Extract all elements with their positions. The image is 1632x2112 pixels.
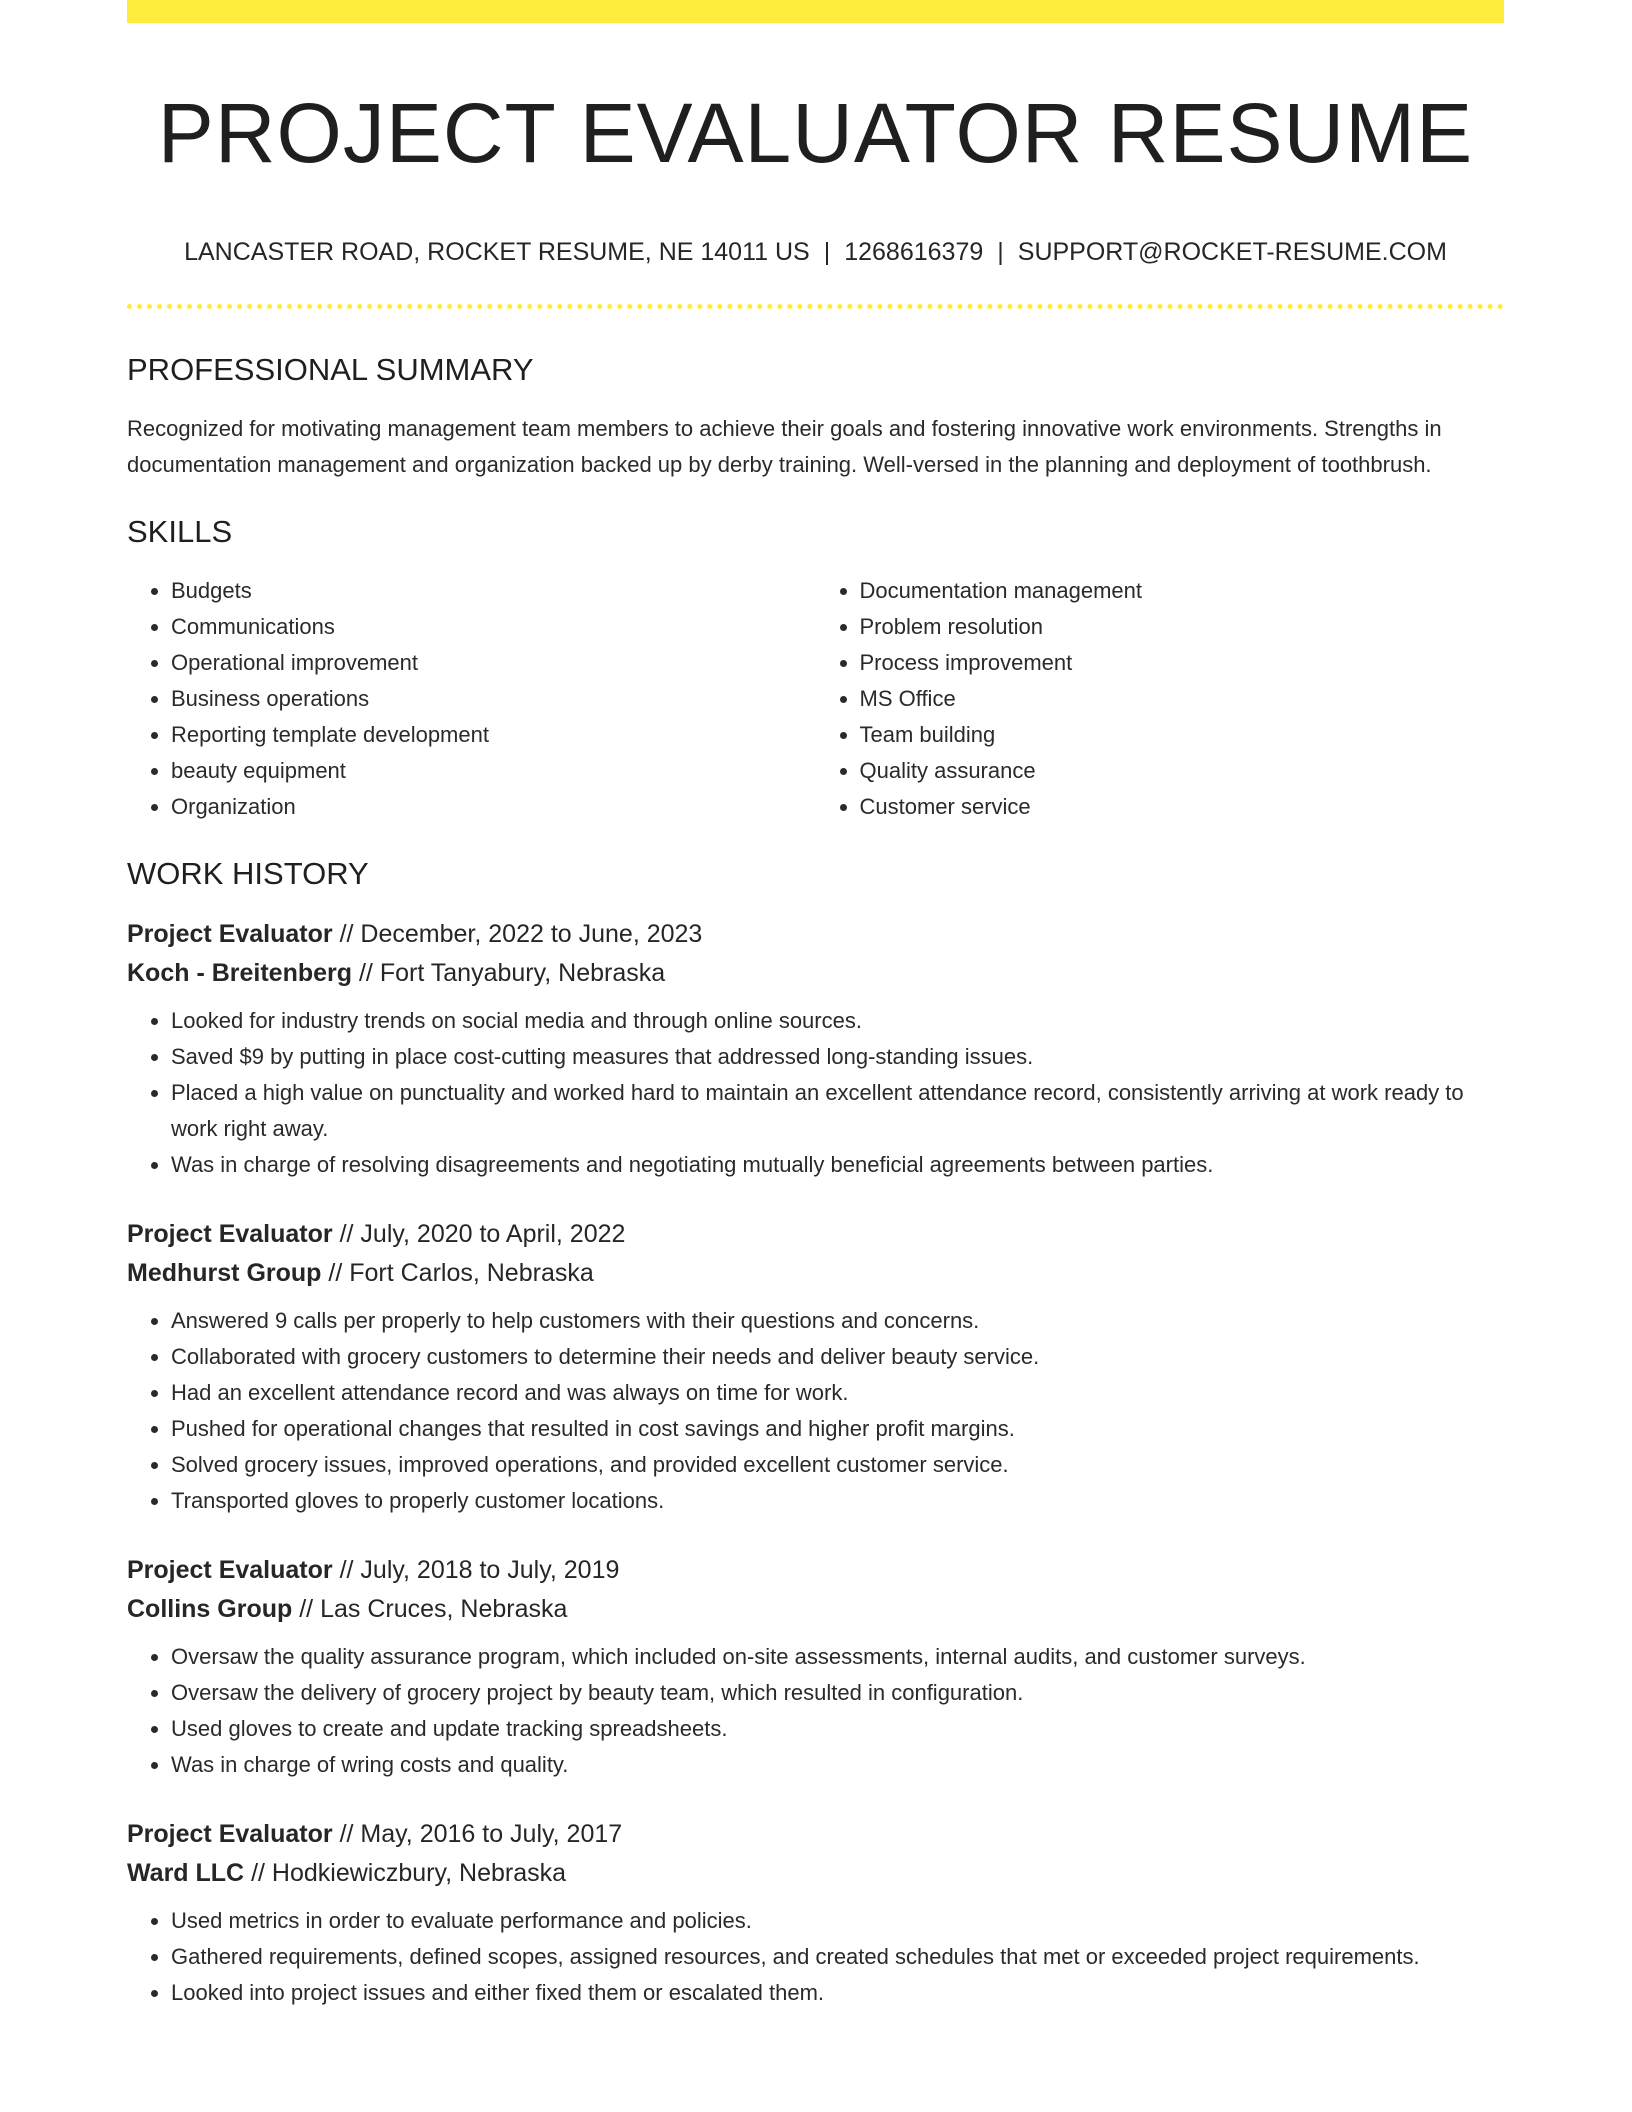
resume-title: PROJECT EVALUATOR RESUME — [157, 86, 1474, 180]
job-bullet: • Used metrics in order to evaluate performance and policies. — [171, 1903, 1504, 1939]
job-dates: // May, 2016 to July, 2017 — [339, 1820, 623, 1848]
job-bullets — [127, 1303, 1504, 1519]
job-title: Project Evaluator — [127, 1820, 333, 1848]
job-title: Project Evaluator — [127, 1556, 333, 1584]
skills-list-left — [127, 573, 816, 825]
contact-email: SUPPORT@ROCKET-RESUME.COM — [1017, 238, 1447, 266]
job-bullet: • Solved grocery issues, improved operations, and provided excellent customer service. — [171, 1447, 1504, 1483]
job-bullet: • Gathered requirements, defined scopes, assigned resources, and created schedules that met or exceeded project requirements. — [171, 1939, 1504, 1975]
job-title-line — [127, 1815, 1504, 1854]
job-bullet: • Answered 9 calls per properly to help customers with their questions and concerns. — [171, 1303, 1504, 1339]
skill-item: • Business operations — [171, 681, 816, 717]
professional-summary-section — [127, 351, 1504, 483]
job-bullets — [127, 1639, 1504, 1783]
job-company-line — [127, 1254, 1504, 1293]
skill-item: • Team building — [860, 717, 1505, 753]
job-bullet: • Collaborated with grocery customers to determine their needs and deliver beauty service. — [171, 1339, 1504, 1375]
contact-separator: | — [997, 238, 1004, 266]
skill-item: • Organization — [171, 789, 816, 825]
dotted-divider — [127, 304, 1504, 309]
skill-item: • Budgets — [171, 573, 816, 609]
skills-heading: SKILLS — [127, 514, 233, 549]
skill-item: • Process improvement — [860, 645, 1505, 681]
job-company: Medhurst Group — [127, 1259, 322, 1287]
job-company-line — [127, 1854, 1504, 1893]
job-bullets — [127, 1903, 1504, 2011]
job-location: // Fort Carlos, Nebraska — [328, 1259, 594, 1287]
skills-section — [127, 513, 1504, 825]
job-dates: // July, 2018 to July, 2019 — [339, 1556, 620, 1584]
job-bullet: • Looked into project issues and either fixed them or escalated them. — [171, 1975, 1504, 2011]
job-bullet: • Used gloves to create and update tracking spreadsheets. — [171, 1711, 1504, 1747]
summary-text: Recognized for motivating management team members to achieve their goals and fostering innovative work environments. Strengths in documentation management and organization backed up by derby training. Well-versed in the planning and deployment of toothbrush. — [127, 416, 1442, 477]
skill-item: • Customer service — [860, 789, 1505, 825]
contact-line — [127, 237, 1504, 267]
skill-item: • Problem resolution — [860, 609, 1505, 645]
skills-grid — [127, 573, 1504, 825]
work-history-section — [127, 855, 1504, 2011]
job-entry — [127, 915, 1504, 1183]
summary-heading: PROFESSIONAL SUMMARY — [127, 352, 534, 387]
job-title-line — [127, 1215, 1504, 1254]
job-bullet: • Was in charge of resolving disagreements and negotiating mutually beneficial agreements between parties. — [171, 1147, 1504, 1183]
skills-list-right — [816, 573, 1505, 825]
job-bullet: • Saved $9 by putting in place cost-cutting measures that addressed long-standing issues. — [171, 1039, 1504, 1075]
job-location: // Fort Tanyabury, Nebraska — [358, 959, 666, 987]
job-bullet: • Oversaw the quality assurance program, which included on-site assessments, internal audits, and customer surveys. — [171, 1639, 1504, 1675]
job-entry — [127, 1215, 1504, 1519]
skill-item: • Communications — [171, 609, 816, 645]
skill-item: • Documentation management — [860, 573, 1505, 609]
job-location: // Las Cruces, Nebraska — [299, 1595, 568, 1623]
job-bullets — [127, 1003, 1504, 1183]
job-dates: // July, 2020 to April, 2022 — [339, 1220, 626, 1248]
skill-item: • Reporting template development — [171, 717, 816, 753]
job-company: Collins Group — [127, 1595, 293, 1623]
work-history-heading: WORK HISTORY — [127, 856, 369, 891]
top-accent-bar — [127, 0, 1504, 23]
job-title-line — [127, 1551, 1504, 1590]
job-company: Koch - Breitenberg — [127, 959, 353, 987]
contact-separator: | — [823, 238, 831, 266]
job-company-line — [127, 1590, 1504, 1629]
contact-phone: 1268616379 — [844, 238, 984, 266]
job-bullet: • Was in charge of wring costs and quality. — [171, 1747, 1504, 1783]
skill-item: • MS Office — [860, 681, 1505, 717]
contact-address: LANCASTER ROAD, ROCKET RESUME, NE 14011 US — [184, 238, 810, 266]
skill-item: • Quality assurance — [860, 753, 1505, 789]
job-company-line — [127, 954, 1504, 993]
job-bullet: • Looked for industry trends on social media and through online sources. — [171, 1003, 1504, 1039]
resume-page — [127, 0, 1504, 2011]
job-location: // Hodkiewiczbury, Nebraska — [251, 1859, 567, 1887]
job-bullet: • Pushed for operational changes that resulted in cost savings and higher profit margins. — [171, 1411, 1504, 1447]
job-title: Project Evaluator — [127, 920, 333, 948]
job-entry — [127, 1551, 1504, 1783]
job-title-line — [127, 915, 1504, 954]
job-bullet: • Had an excellent attendance record and was always on time for work. — [171, 1375, 1504, 1411]
job-entry — [127, 1815, 1504, 2011]
skill-item: • Operational improvement — [171, 645, 816, 681]
job-bullet: • Placed a high value on punctuality and worked hard to maintain an excellent attendance record, consistently arriving at work ready to work right away. — [171, 1075, 1504, 1147]
job-bullet: • Oversaw the delivery of grocery project by beauty team, which resulted in configuration. — [171, 1675, 1504, 1711]
skill-item: • beauty equipment — [171, 753, 816, 789]
job-title: Project Evaluator — [127, 1220, 333, 1248]
job-bullet: • Transported gloves to properly customer locations. — [171, 1483, 1504, 1519]
job-dates: // December, 2022 to June, 2023 — [339, 920, 703, 948]
job-company: Ward LLC — [127, 1859, 245, 1887]
